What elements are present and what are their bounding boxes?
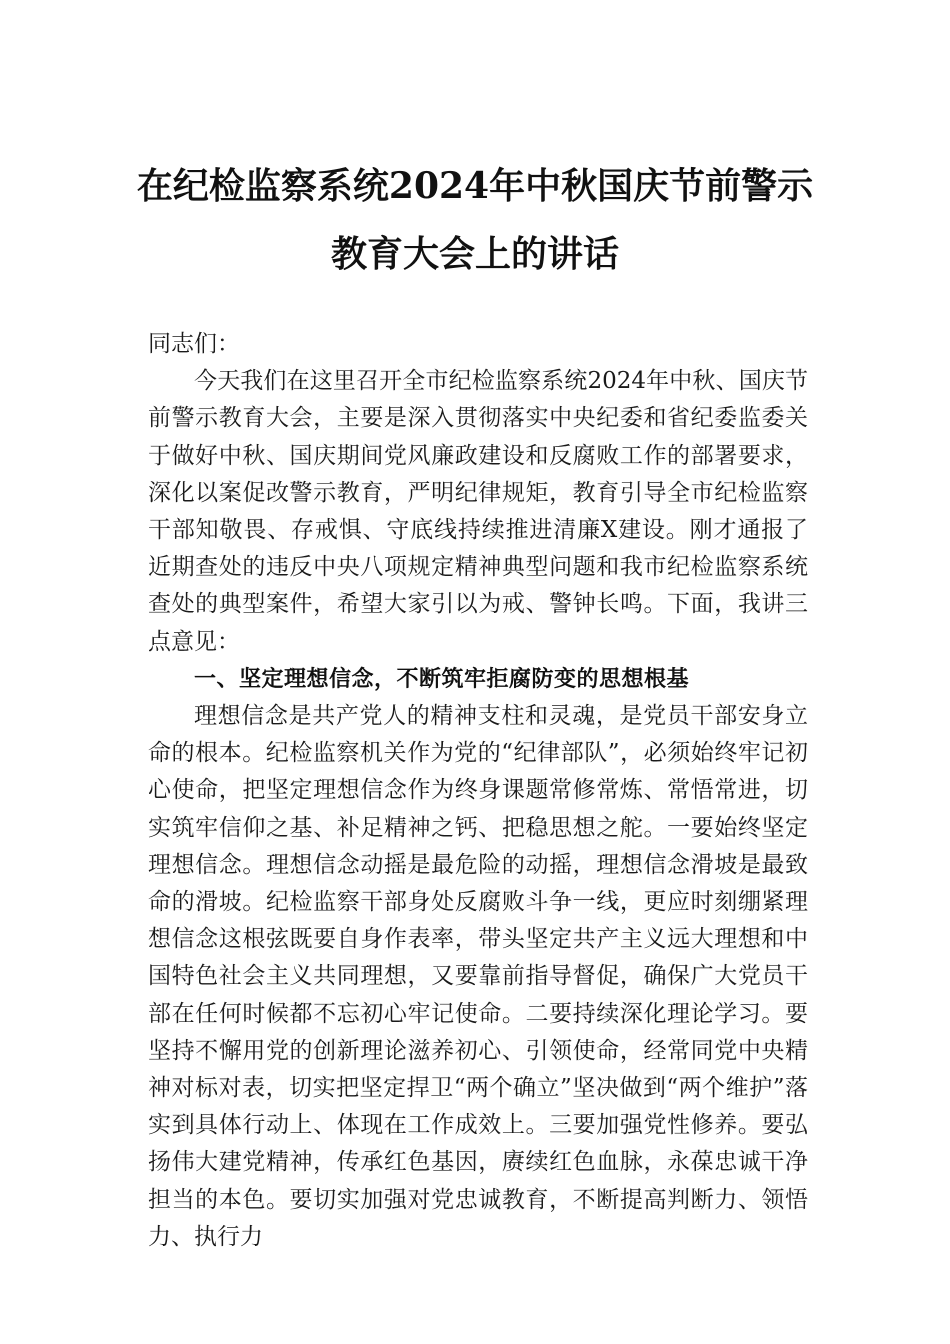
document-body [148, 326, 808, 1256]
section-1-paragraph: 理想信念是共产党人的精神支柱和灵魂，是党员干部安身立命的根本。纪检监察机关作为党的“纪律部队”，必须始终牢记初心使命，把坚定理想信念作为终身课题常修常炼、常悟常进，切实筑牢信仰之基、补足精神之钙、把稳思想之舵。一要始终坚定理想信念。理想信念动摇是最危险的动摇，理想信念滑坡是最致命的滑坡。纪检监察干部身处反腐败斗争一线，更应时刻绷紧理想信念这根弦既要自身作表率，带头坚定共产主义远大理想和中国特色社会主义共同理想，又要靠前指导督促，确保广大党员干部在任何时候都不忘初心牢记使命。二要持续深化理论学习。要坚持不懈用党的创新理论滋养初心、引领使命，经常同党中央精神对标对表，切实把坚定捍卫“两个确立”坚决做到“两个维护”落实到具体行动上、体现在工作成效上。三要加强党性修养。要弘扬伟大建党精神，传承红色基因，赓续红色血脉，永葆忠诚干净担当的本色。要切实加强对党忠诚教育，不断提高判断力、领悟力、执行力 [148, 703, 808, 1250]
intro-paragraph: 今天我们在这里召开全市纪检监察系统2024年中秋、国庆节前警示教育大会，主要是深入贯彻落实中央纪委和省纪委监委关于做好中秋、国庆期间党风廉政建设和反腐败工作的部署要求，深化以案促改警示教育，严明纪律规矩，教育引导全市纪检监察干部知敬畏、存戒惧、守底线持续推进清廉X建设。刚才通报了近期查处的违反中央八项规定精神典型问题和我市纪检监察系统查处的典型案件，希望大家引以为戒、警钟长鸣。下面，我讲三点意见： [148, 368, 808, 655]
section-1-heading: 一、坚定理想信念，不断筑牢拒腐防变的思想根基 [194, 666, 690, 692]
document-title-line-2: 教育大会上的讲话 [330, 233, 619, 275]
salutation: 同志们： [148, 331, 240, 357]
document-title-line-1: 在纪检监察系统2024年中秋国庆节前警示 [136, 165, 814, 207]
